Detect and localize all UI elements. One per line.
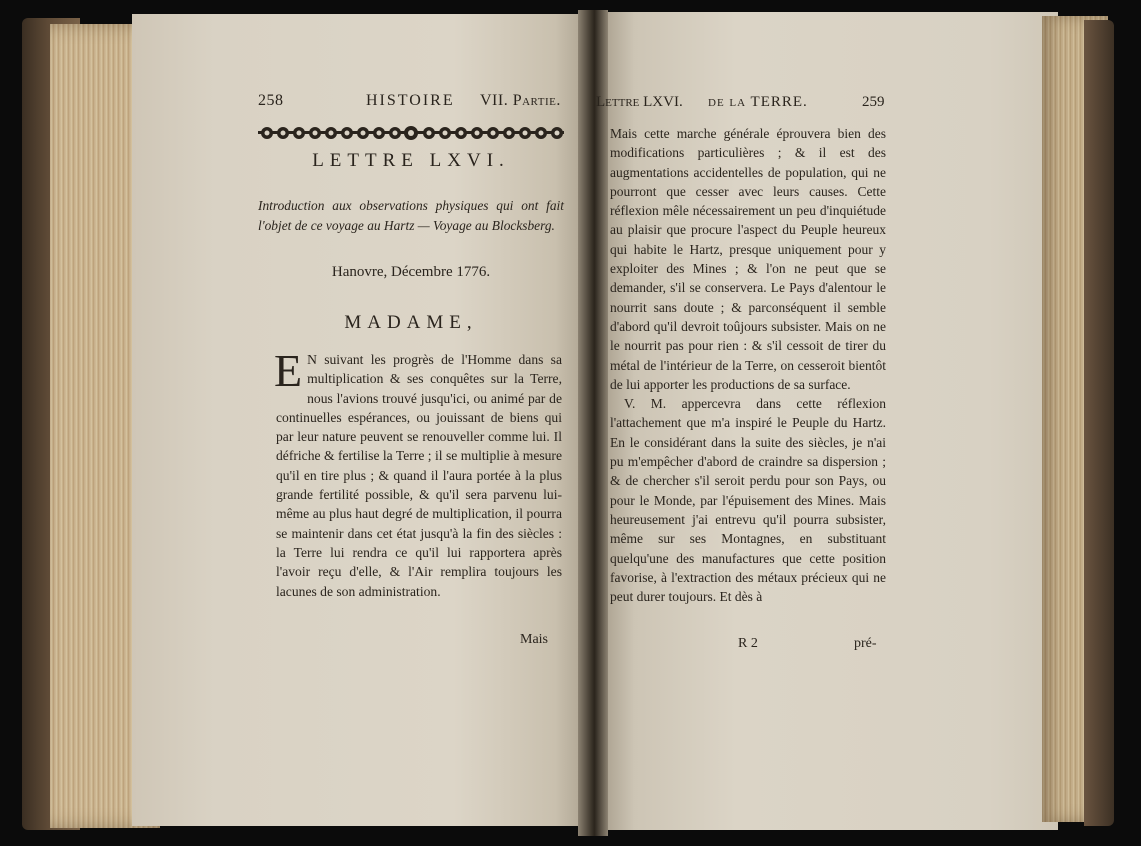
right-cover bbox=[1084, 20, 1114, 826]
signature-mark: R 2 bbox=[738, 636, 758, 651]
drop-cap: E bbox=[274, 345, 303, 396]
left-body-text bbox=[274, 345, 562, 601]
salutation: MADAME, bbox=[344, 312, 478, 333]
right-paragraph-1: Mais cette marche générale éprouvera bien des modifications particulières ; & il est des augmentations accidentelles de population, qui ne pourront que cesser avec leurs causes. Cette réflexion mêle nécessairement un peu d'inquiétude au plaisir que procure l'aspect du Peuple heureux qui habite le Hartz, presque uniquement pour y exploiter des Mines ; & l'on ne peut que se demander, s'il se conservera. Le Pays d'alentour le nourrit sans doute ; & parconséquent il semble d'abord qu'il devroit toûjours subsister. Mais on ne le nourrit pas pour rien : & s'il cessoit de tirer du métal de l'intérieur de la Terre, on cesseroit bientôt de lui apporter les productions de sa surface. bbox=[610, 126, 886, 392]
left-paragraph: N suivant les progrès de l'Homme dans sa multiplication & ses conquêtes sur la Terre, nous l'avions trouvé jusqu'ici, ou animé par de continuelles espérances, ou jouissant de biens qui par leur nature peuvent se renouveller comme lui. Il défriche & fertilise la Terre ; il se multiplie à mesure qu'il en tire plus ; & quand il l'aura portée à la plus grande fertilité possible, & qu'il sera parvenu lui-même au plus haut degré de multiplication, il pourra se maintenir dans cet état jusqu'à la fin des siècles : la Terre lui rendra ce qu'il lui rapportera après l'avoir reçu d'elle, & l'Air remplira toujours les lacunes de son administration. bbox=[276, 352, 562, 599]
left-catchword: Mais bbox=[520, 632, 548, 647]
letter-title: LETTRE LXVI. bbox=[312, 150, 510, 171]
ornament-band bbox=[258, 124, 564, 142]
left-running-title: HISTOIRE bbox=[366, 92, 455, 109]
left-running-part: VII. Partie. bbox=[480, 92, 561, 109]
open-book bbox=[22, 10, 1122, 836]
book-gutter bbox=[578, 10, 608, 836]
letter-introduction: Introduction aux observations physiques qui ont fait l'objet de ce voyage au Hartz — Voyage au Blocksberg. bbox=[258, 198, 564, 233]
right-body-text bbox=[610, 124, 886, 606]
right-running-subject: de la TERRE. bbox=[708, 94, 808, 110]
left-page-number: 258 bbox=[258, 92, 284, 109]
place-and-date: Hanovre, Décembre 1776. bbox=[331, 264, 491, 280]
right-paragraph-2: V. M. appercevra dans cette réflexion l'attachement que m'a inspiré le Peuple du Hartz. En le considérant dans la suite des siècles, je n'ai pu m'empêcher d'abord de craindre sa dispersion ; & de chercher s'il seroit perdu pour son Pays, ou pour le Monde, par l'épuisement des Mines. Mais heureusement j'ai entrevu qu'il pourra subsister, même sur ses Montagnes, en substituant quelqu'une des manufactures que cette position favorise, à l'extraction des métaux précieux qui ne peut durer toujours. Et dès à bbox=[610, 396, 886, 605]
right-catchword: pré- bbox=[854, 636, 877, 651]
right-running-title: Lettre LXVI. bbox=[596, 94, 683, 110]
right-page-number: 259 bbox=[862, 94, 885, 110]
